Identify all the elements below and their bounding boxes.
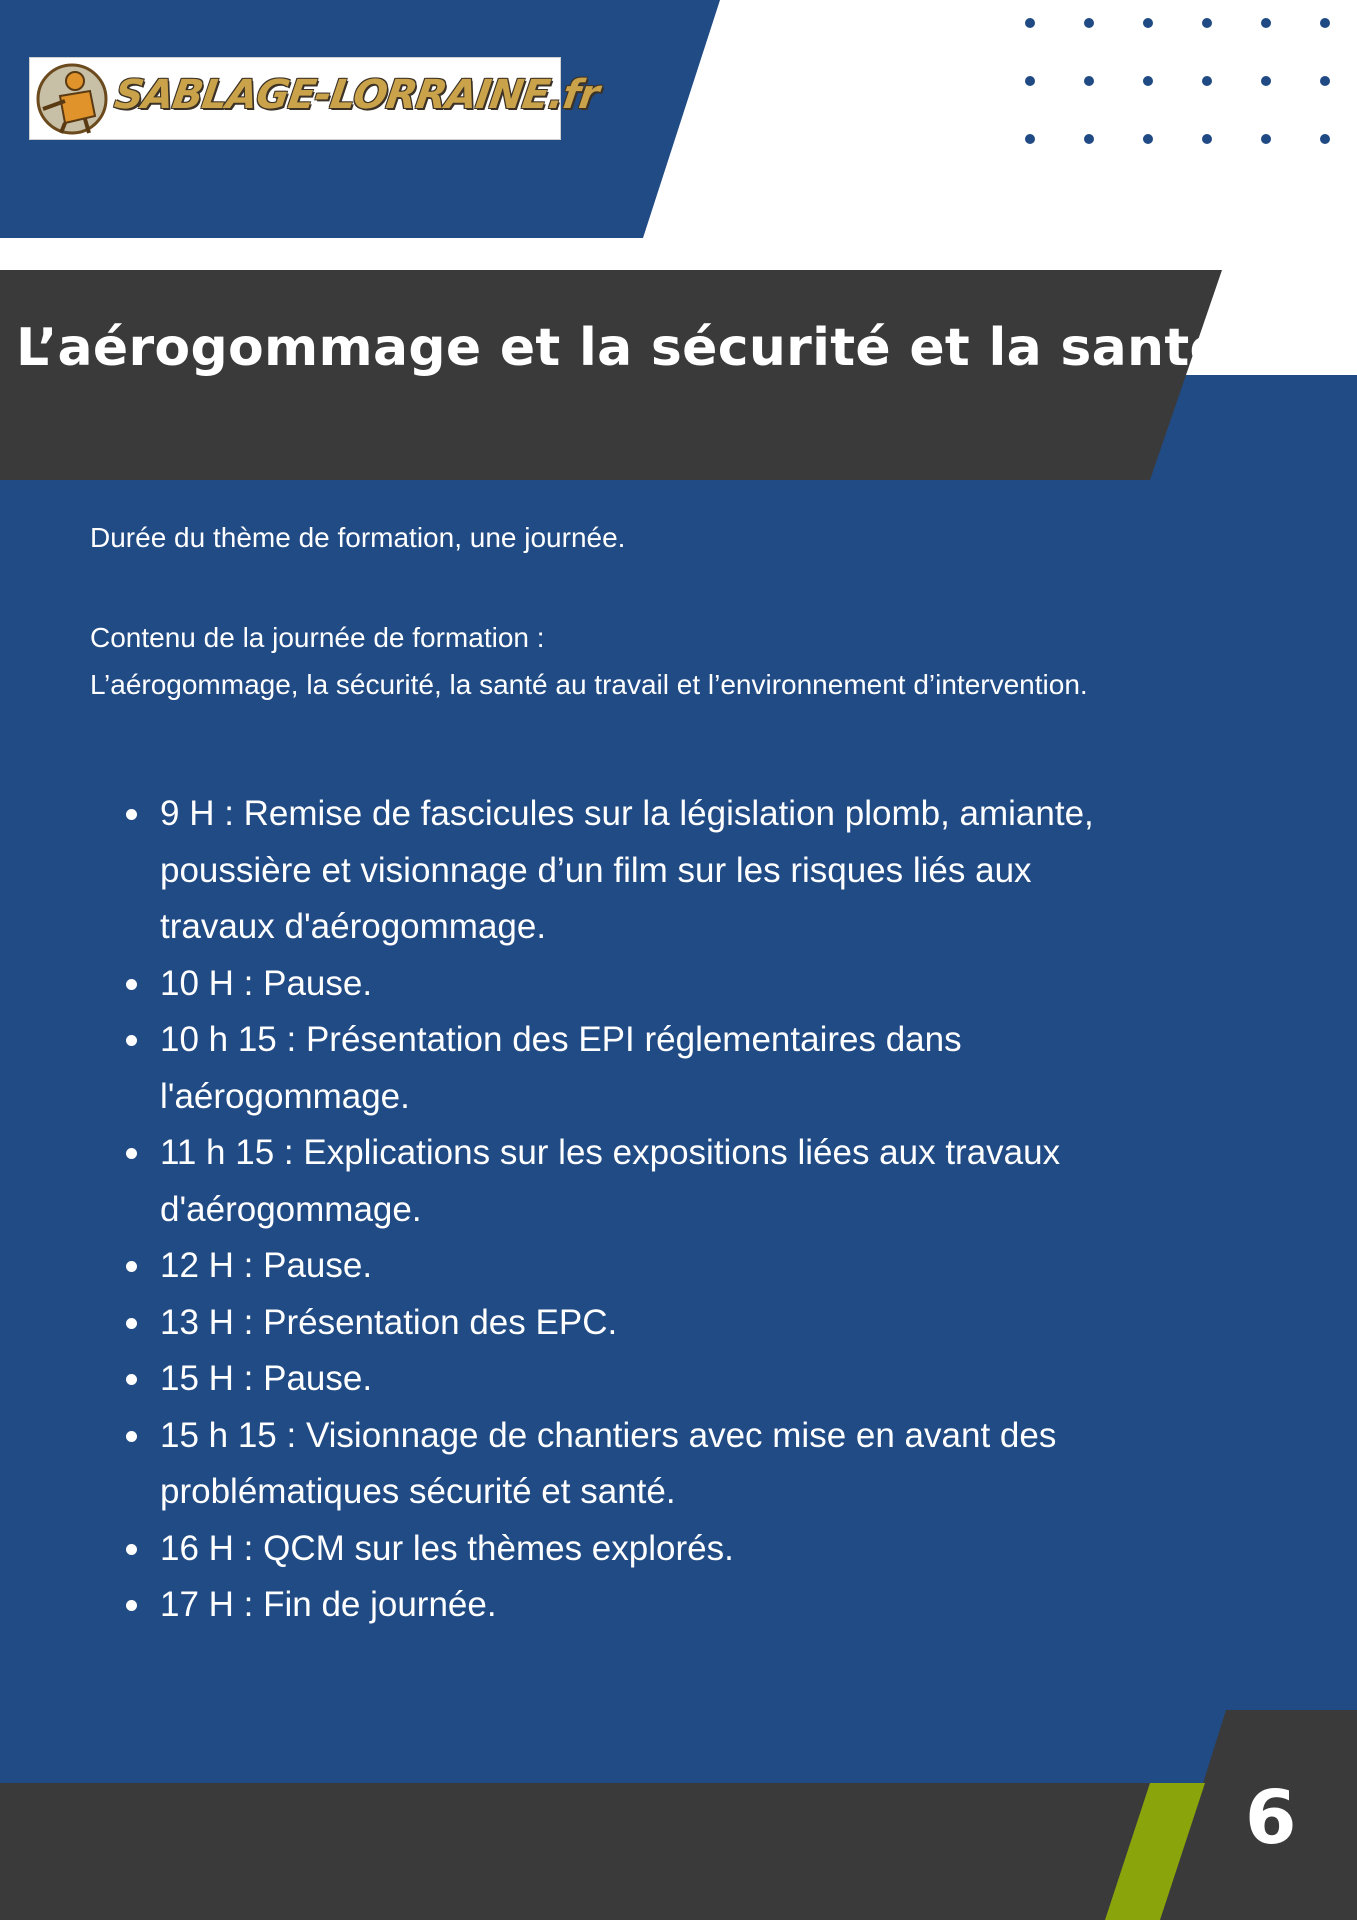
content-heading: Contenu de la journée de formation : xyxy=(90,622,545,653)
schedule-list xyxy=(120,786,1220,1634)
schedule-item-line: 9 H : Remise de fascicules sur la législation plomb, amiante, xyxy=(160,794,1094,833)
decorative-dot xyxy=(1202,76,1212,86)
schedule-item xyxy=(160,1351,1220,1408)
schedule-item-line: 10 H : Pause. xyxy=(160,963,373,1003)
schedule-item xyxy=(160,1408,1220,1521)
decorative-dot xyxy=(1261,18,1271,28)
page-title: L’aérogommage et la sécurité et la santé xyxy=(16,318,1226,378)
page-number: 6 xyxy=(1245,1775,1297,1861)
schedule-item-line: 15 H : Pause. xyxy=(160,1359,373,1398)
decorative-dot xyxy=(1143,18,1153,28)
decorative-dot xyxy=(1202,18,1212,28)
decorative-dot xyxy=(1084,18,1094,28)
schedule-item-line: 17 H : Fin de journée. xyxy=(160,1585,497,1624)
decorative-dot-grid xyxy=(1025,18,1355,148)
schedule-item xyxy=(160,956,1220,1013)
schedule-item xyxy=(160,1238,1220,1295)
schedule-item xyxy=(160,1521,1220,1578)
decorative-dot xyxy=(1143,76,1153,86)
decorative-dot xyxy=(1143,134,1153,144)
schedule-item-line: problématiques sécurité et santé. xyxy=(160,1472,676,1511)
schedule-item-line: 10 h 15 : Présentation des EPI réglementaires dans xyxy=(160,1020,962,1059)
decorative-dot xyxy=(1025,134,1035,144)
schedule-item-line: travaux d'aérogommage. xyxy=(160,907,547,946)
decorative-dot xyxy=(1320,134,1330,144)
schedule-item-line: 13 H : Présentation des EPC. xyxy=(160,1302,618,1342)
schedule-item xyxy=(160,1012,1220,1125)
schedule-item-line: 12 H : Pause. xyxy=(160,1246,373,1285)
schedule-item xyxy=(160,1125,1220,1238)
schedule-item-line: d'aérogommage. xyxy=(160,1189,422,1229)
content-topics: L’aérogommage, la sécurité, la santé au travail et l’environnement d’intervention. xyxy=(90,669,1088,700)
logo-wordmark: SABLAGE-LORRAINE.fr xyxy=(111,72,602,118)
training-duration: Durée du thème de formation, une journée. xyxy=(90,522,626,553)
schedule-item-line: 11 h 15 : Explications sur les expositions liées aux travaux xyxy=(160,1133,1061,1172)
schedule-item-line: poussière et visionnage d’un film sur les risques liés aux xyxy=(160,850,1032,890)
schedule-item xyxy=(160,786,1220,956)
site-logo[interactable] xyxy=(29,57,602,140)
decorative-dot xyxy=(1084,134,1094,144)
schedule-item-line: 16 H : QCM sur les thèmes explorés. xyxy=(160,1528,734,1568)
schedule-item xyxy=(160,1577,1220,1634)
decorative-dot xyxy=(1320,76,1330,86)
decorative-dot xyxy=(1320,18,1330,28)
schedule-item-line: l'aérogommage. xyxy=(160,1076,410,1116)
decorative-dot xyxy=(1084,76,1094,86)
sandblaster-worker-icon xyxy=(35,61,110,136)
schedule-item xyxy=(160,1295,1220,1352)
decorative-dot xyxy=(1202,134,1212,144)
decorative-dot xyxy=(1025,18,1035,28)
schedule-item-line: 15 h 15 : Visionnage de chantiers avec mise en avant des xyxy=(160,1415,1057,1455)
decorative-dot xyxy=(1025,76,1035,86)
decorative-dot xyxy=(1261,134,1271,144)
decorative-dot xyxy=(1261,76,1271,86)
